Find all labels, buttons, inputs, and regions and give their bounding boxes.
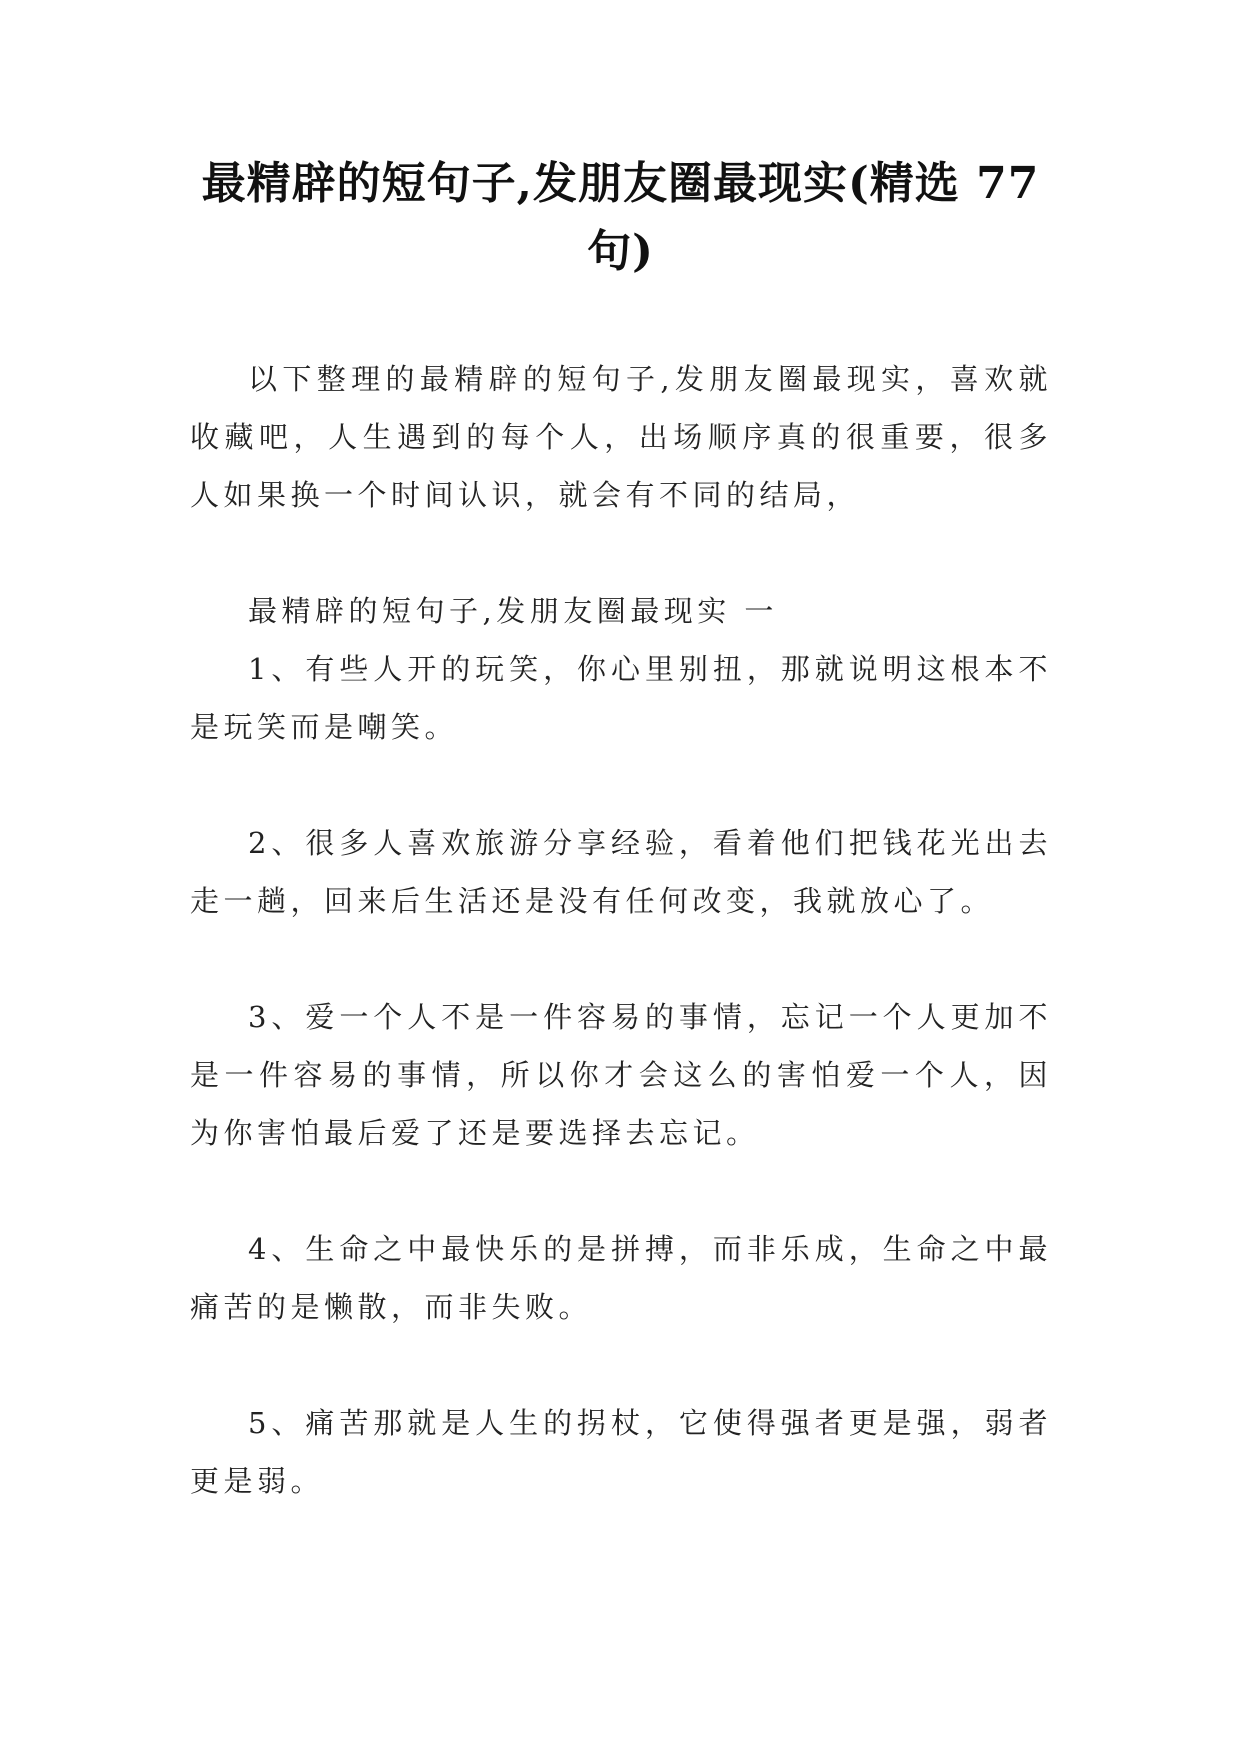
document-title: 最精辟的短句子,发朋友圈最现实(精选 77 句) (201, 158, 1040, 277)
document-body (190, 350, 1052, 1510)
list-item: 1、有些人开的玩笑，你心里别扭，那就说明这根本不是玩笑而是嘲笑。 (190, 652, 1052, 744)
paragraph-spacer (190, 1336, 1052, 1394)
list-item: 5、痛苦那就是人生的拐杖，它使得强者更是强，弱者更是弱。 (190, 1406, 1052, 1498)
intro-paragraph: 以下整理的最精辟的短句子,发朋友圈最现实，喜欢就收藏吧，人生遇到的每个人，出场顺序真的很重要，很多人如果换一个时间认识，就会有不同的结局， (190, 362, 1052, 512)
paragraph-spacer (190, 1162, 1052, 1220)
paragraph-spacer (190, 756, 1052, 814)
list-item: 3、爱一个人不是一件容易的事情，忘记一个人更加不是一件容易的事情，所以你才会这么的害怕爱一个人，因为你害怕最后爱了还是要选择去忘记。 (190, 1000, 1052, 1150)
section-heading: 最精辟的短句子,发朋友圈最现实 一 (248, 594, 778, 628)
list-item: 4、生命之中最快乐的是拼搏，而非乐成，生命之中最痛苦的是懒散，而非失败。 (190, 1232, 1052, 1324)
list-item: 2、很多人喜欢旅游分享经验，看着他们把钱花光出去走一趟，回来后生活还是没有任何改变，我就放心了。 (190, 826, 1052, 918)
paragraph-spacer (190, 524, 1052, 582)
paragraph-spacer (190, 930, 1052, 988)
